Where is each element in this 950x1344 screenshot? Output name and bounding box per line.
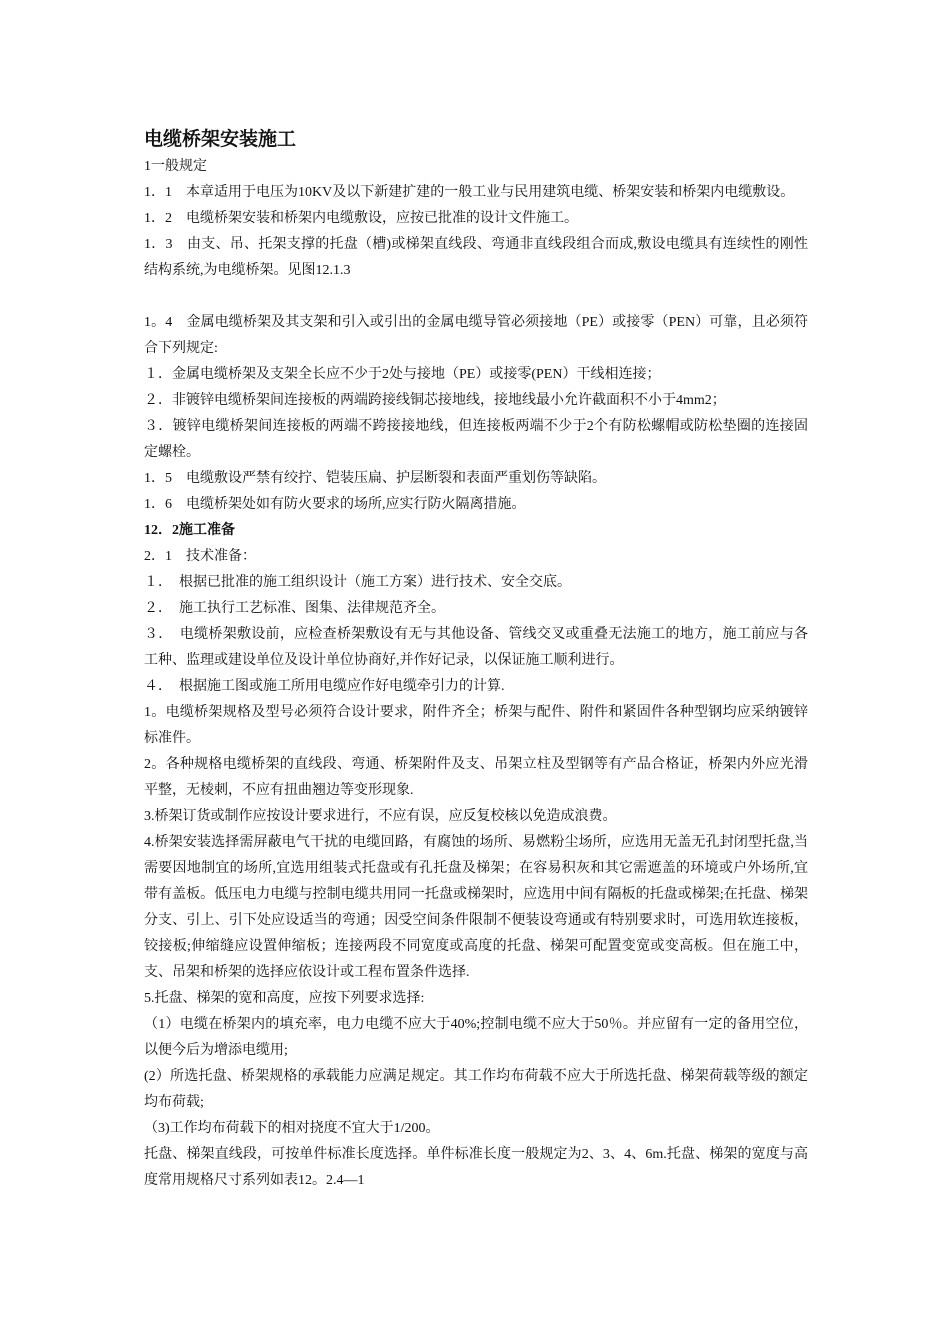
paragraph: 2．1 技术准备： (144, 549, 256, 564)
document-body (144, 122, 808, 1194)
paragraph-list (144, 154, 808, 1194)
paragraph: 1．3 由支、吊、托架支撑的托盘（槽)或梯架直线段、弯通非直线段组合而成,敷设电缆具有连续性的刚性结构系统,为电缆桥架。见图12.1.3 (144, 237, 808, 278)
document-title: 电缆桥架安装施工 (144, 128, 297, 150)
paragraph: 1。电缆桥架规格及型号必须符合设计要求，附件齐全；桥架与配件、附件和紧固件各种型钢均应采纳镀锌标准件。 (144, 705, 808, 746)
paragraph: １． 根据已批准的施工组织设计（施工方案）进行技术、安全交底。 (144, 575, 571, 590)
paragraph: ４． 根据施工图或施工所用电缆应作好电缆牵引力的计算. (144, 679, 505, 694)
paragraph: 1．1 本章适用于电压为10KV及以下新建扩建的一般工业与民用建筑电缆、桥架安装和桥架内电缆敷设。 (144, 185, 795, 200)
paragraph: 1．5 电缆敷设严禁有绞拧、铠装压扁、护层断裂和表面严重划伤等缺陷。 (144, 471, 606, 486)
paragraph: (2）所选托盘、桥架规格的承载能力应满足规定。其工作均布荷载不应大于所选托盘、梯架荷载等级的额定均布荷载; (144, 1069, 808, 1110)
paragraph: 5.托盘、梯架的宽和高度，应按下列要求选择: (144, 991, 425, 1006)
paragraph: （1）电缆在桥架内的填充率，电力电缆不应大于40%;控制电缆不应大于50％。并应留有一定的备用空位，以便今后为增添电缆用; (144, 1017, 808, 1058)
paragraph: １．金属电缆桥架及支架全长应不少于2处与接地（PE）或接零(PEN）干线相连接； (144, 367, 661, 382)
paragraph: 1．2 电缆桥架安装和桥架内电缆敷设，应按已批准的设计文件施工。 (144, 211, 578, 226)
paragraph: 1．6 电缆桥架处如有防火要求的场所,应实行防火隔离措施。 (144, 497, 526, 512)
paragraph: 3.桥架订货或制作应按设计要求进行，不应有误，应反复校核以免造成浪费。 (144, 809, 617, 824)
blank-line (144, 284, 808, 310)
paragraph: 2。各种规格电缆桥架的直线段、弯通、桥架附件及支、吊架立柱及型钢等有产品合格证，桥架内外应光滑平整，无棱刺，不应有扭曲翘边等变形现象. (144, 757, 808, 798)
paragraph: ３．镀锌电缆桥架间连接板的两端不跨接接地线，但连接板两端不少于2个有防松螺帽或防松垫圈的连接固定螺栓。 (144, 419, 808, 460)
paragraph: 1一般规定 (144, 159, 207, 174)
paragraph: 托盘、梯架直线段，可按单件标准长度选择。单件标准长度一般规定为2、3、4、6m.托盘、梯架的宽度与高度常用规格尺寸系列如表12。2.4—1 (144, 1147, 808, 1188)
paragraph: ２．非镀锌电缆桥架间连接板的两端跨接线铜芯接地线，接地线最小允许截面积不小于4mm2； (144, 393, 726, 408)
paragraph: ２． 施工执行工艺标准、图集、法律规范齐全。 (144, 601, 445, 616)
paragraph: （3)工作均布荷载下的相对挠度不宜大于1/200。 (144, 1121, 440, 1136)
paragraph: 4.桥架安装选择需屏蔽电气干扰的电缆回路，有腐蚀的场所、易燃粉尘场所，应选用无盖无孔封闭型托盘,当需要因地制宜的场所,宜选用组装式托盘或有孔托盘及梯架；在容易积灰和其它需遮盖的环境或户外场所,宜带有盖板。低压电力电缆与控制电缆共用同一托盘或梯架时，应选用中间有隔板的托盘或梯架;在托盘、梯架分支、引上、引下处应设适当的弯通；因受空间条件限制不便装设弯通或有特别要求时，可选用软连接板，铰接板;伸缩缝应设置伸缩板；连接两段不同宽度或高度的托盘、梯架可配置变宽或变高板。但在施工中，支、吊架和桥架的选择应依设计或工程布置条件选择. (144, 835, 808, 980)
section-heading: 12．2施工准备 (144, 523, 235, 538)
paragraph: 1。4 金属电缆桥架及其支架和引入或引出的金属电缆导管必须接地（PE）或接零（PEN）可靠，且必须符合下列规定: (144, 315, 808, 356)
paragraph: ３． 电缆桥架敷设前，应检查桥架敷设有无与其他设备、管线交叉或重叠无法施工的地方，施工前应与各工种、监理或建设单位及设计单位协商好,并作好记录，以保证施工顺利进行。 (144, 627, 808, 668)
